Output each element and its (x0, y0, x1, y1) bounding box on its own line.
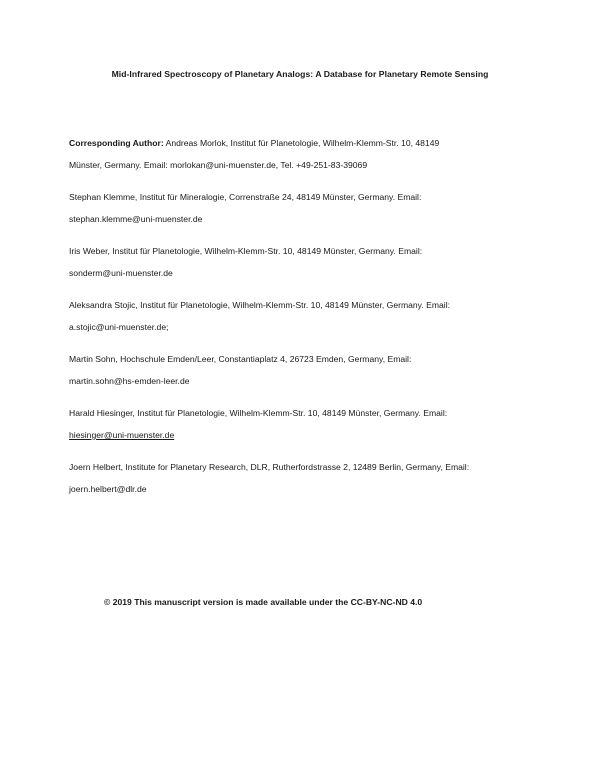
corresponding-author (69, 132, 539, 176)
author-affiliation: Iris Weber, Institut für Planetologie, Wilhelm-Klemm-Str. 10, 48149 Münster, Germany. Email: (69, 246, 423, 256)
author-entry (69, 294, 539, 338)
author-email: martin.sohn@hs-emden-leer.de (69, 376, 190, 386)
author-email: a.stojic@uni-muenster.de; (69, 322, 169, 332)
license-notice: © 2019 This manuscript version is made available under the CC-BY-NC-ND 4.0 (104, 597, 423, 607)
author-list (69, 132, 539, 510)
author-affiliation: Joern Helbert, Institute for Planetary Research, DLR, Rutherfordstrasse 2, 12489 Berlin, Germany, Email: (69, 462, 470, 472)
author-entry (69, 186, 539, 230)
author-entry (69, 402, 539, 446)
author-affiliation: Stephan Klemme, Institut für Mineralogie, Correnstraße 24, 48149 Münster, Germany. Email: (69, 192, 422, 202)
author-email: stephan.klemme@uni-muenster.de (69, 214, 203, 224)
author-entry (69, 348, 539, 392)
author-entry (69, 240, 539, 284)
author-email-link[interactable]: hiesinger@uni-muenster.de (69, 430, 175, 440)
corresponding-author-label: Corresponding Author: (69, 138, 164, 148)
author-entry (69, 456, 539, 500)
author-affiliation: Harald Hiesinger, Institut für Planetologie, Wilhelm-Klemm-Str. 10, 48149 Münster, Germany. Email: (69, 408, 448, 418)
paper-title: Mid-Infrared Spectroscopy of Planetary Analogs: A Database for Planetary Remote Sensing (111, 69, 489, 79)
author-email: sonderm@uni-muenster.de (69, 268, 173, 278)
author-email: joern.helbert@dlr.de (69, 484, 147, 494)
corresponding-author-affiliation: Andreas Morlok, Institut für Planetologie, Wilhelm-Klemm-Str. 10, 48149 (163, 138, 440, 148)
corresponding-author-contact: Münster, Germany. Email: morlokan@uni-muenster.de, Tel. +49-251-83-39069 (69, 160, 368, 170)
author-affiliation: Martin Sohn, Hochschule Emden/Leer, Constantiaplatz 4, 26723 Emden, Germany, Email: (69, 354, 412, 364)
corresponding-author-line-1 (69, 132, 539, 154)
author-affiliation: Aleksandra Stojic, Institut für Planetologie, Wilhelm-Klemm-Str. 10, 48149 Münster, Germany. Email: (69, 300, 450, 310)
